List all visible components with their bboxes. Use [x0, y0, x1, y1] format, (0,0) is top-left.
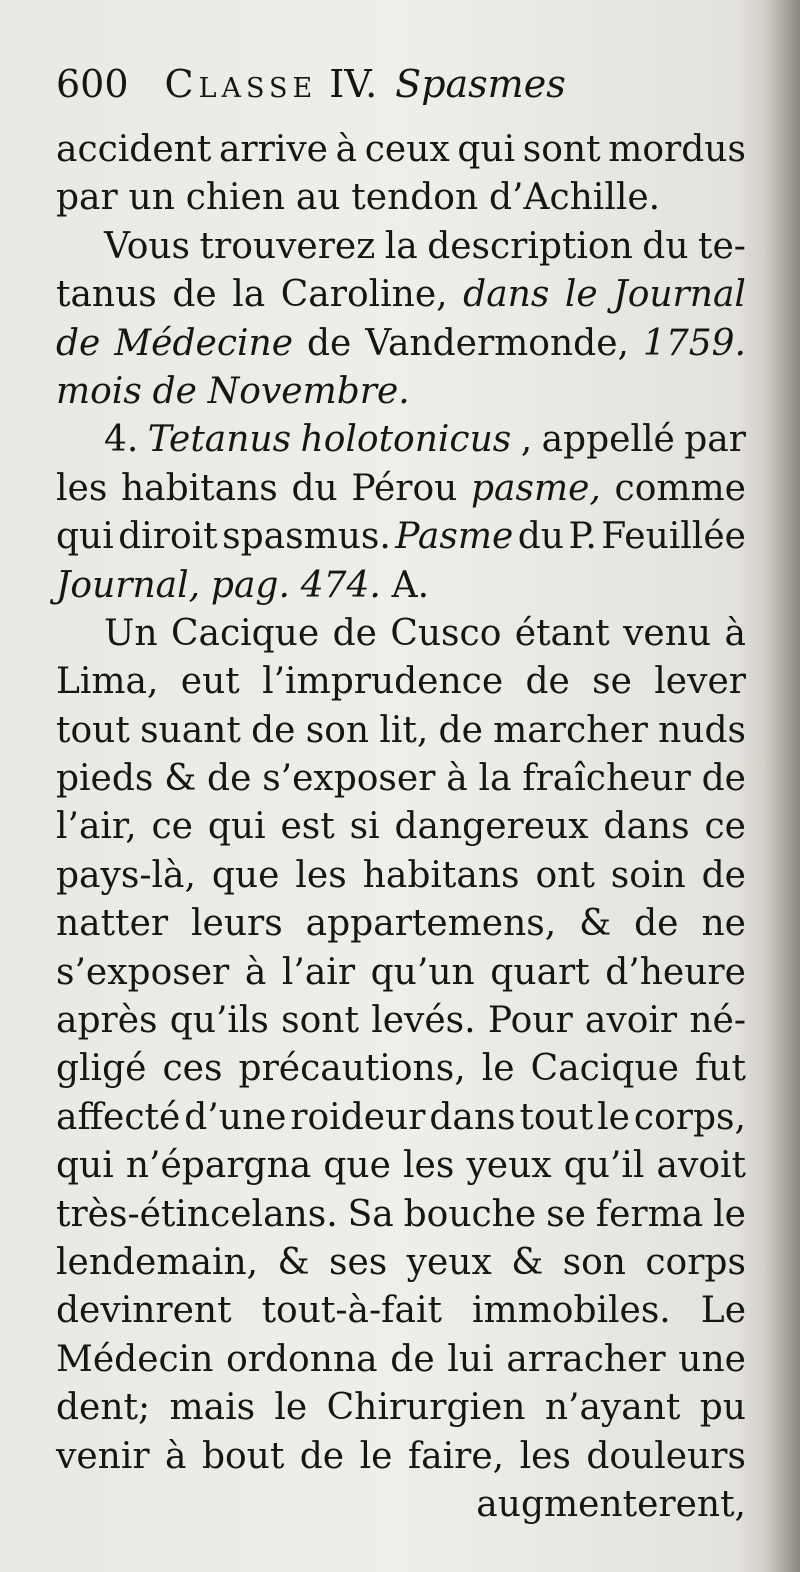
- word: de: [332, 612, 377, 654]
- word: mordus: [608, 129, 746, 170]
- word: de: [634, 903, 679, 945]
- word: se: [592, 661, 632, 703]
- word: par: [684, 419, 746, 461]
- word: n’épargna: [125, 1145, 312, 1187]
- word: pasme,: [471, 467, 601, 509]
- word: à: [244, 951, 267, 993]
- word: trouverez: [199, 225, 376, 267]
- text-line: [56, 223, 746, 271]
- word: l’air,: [56, 806, 137, 848]
- word: à: [446, 758, 468, 800]
- word: Sa: [347, 1193, 394, 1235]
- page-gutter-shadow: [764, 0, 800, 1572]
- word: de: [56, 322, 101, 364]
- word: d’heure: [605, 951, 746, 993]
- word: d’une: [184, 1096, 287, 1138]
- word: affecté: [56, 1096, 181, 1138]
- word: Journal: [613, 274, 746, 316]
- word: qui: [207, 806, 266, 848]
- header-title: Spasmes: [395, 62, 566, 106]
- text-line: [56, 1191, 746, 1239]
- word: qu’un: [370, 951, 475, 993]
- word: sont: [281, 1000, 359, 1042]
- text-line: [56, 1045, 746, 1093]
- word: le: [274, 1387, 308, 1429]
- word: 1759.: [642, 322, 746, 364]
- word: qui: [457, 129, 516, 170]
- running-header: [56, 54, 566, 114]
- word: de: [701, 758, 746, 800]
- word: habitans: [362, 854, 520, 896]
- word: holotonicus: [300, 419, 512, 461]
- word: Médecine: [114, 322, 293, 364]
- text-line: [56, 320, 746, 368]
- word: avoit: [656, 1145, 746, 1187]
- word: dans: [429, 1096, 516, 1138]
- word: du: [642, 225, 689, 267]
- text-line: [56, 997, 746, 1045]
- word: yeux: [406, 1241, 492, 1283]
- text-line: [56, 1433, 746, 1481]
- word: ce: [704, 806, 746, 848]
- word: Journal,: [56, 564, 201, 606]
- word: précautions,: [238, 1048, 466, 1090]
- text-line: [56, 610, 746, 658]
- word: Tetanus: [147, 419, 292, 461]
- word: levés.: [371, 1000, 476, 1042]
- word: l’imprudence: [262, 661, 504, 703]
- word: A.: [391, 564, 430, 606]
- word: de: [701, 854, 746, 896]
- word: &: [579, 903, 612, 945]
- word: te-: [698, 225, 746, 267]
- word: la: [384, 225, 418, 267]
- word: sont: [522, 129, 601, 170]
- word: Feuillée: [601, 516, 746, 558]
- word: le: [713, 1193, 746, 1235]
- word: le: [481, 1048, 515, 1090]
- text-line: [56, 1287, 746, 1335]
- word: d’Achille.: [488, 177, 661, 219]
- word: arracher: [506, 1338, 666, 1380]
- word: bouche: [403, 1193, 537, 1235]
- word: qui: [56, 1145, 114, 1187]
- word: tendon: [351, 177, 479, 219]
- word: mois: [56, 370, 142, 412]
- word: n’ayant: [544, 1387, 681, 1429]
- text-line: [56, 658, 746, 706]
- word: le: [359, 1435, 393, 1477]
- word: immobiles.: [471, 1290, 671, 1332]
- word: ses: [328, 1241, 388, 1283]
- word: de: [525, 661, 570, 703]
- word: Cacique: [530, 1048, 679, 1090]
- word: Novembre.: [207, 370, 410, 412]
- word: corps,: [633, 1096, 746, 1138]
- word: si: [349, 806, 380, 848]
- word: ce: [151, 806, 193, 848]
- text-line: [56, 368, 746, 416]
- word: du: [291, 467, 338, 509]
- word: &: [511, 1241, 544, 1283]
- word: dangereux: [394, 806, 589, 848]
- header-classe-number: IV.: [329, 62, 378, 106]
- word: les: [56, 467, 108, 509]
- word: dans: [463, 274, 550, 316]
- word: de: [306, 322, 352, 364]
- word: au: [295, 177, 341, 219]
- text-line: [56, 1481, 746, 1529]
- word: tout-à-fait: [261, 1290, 442, 1332]
- text-line: [56, 1336, 746, 1384]
- word: arrive: [218, 129, 328, 170]
- word: lendemain,: [56, 1241, 259, 1283]
- word: après: [56, 1000, 158, 1042]
- word: son: [562, 1241, 626, 1283]
- word: Cacique: [170, 612, 320, 654]
- word: la: [232, 274, 266, 316]
- body-text: [56, 126, 746, 1529]
- word: Vandermonde,: [365, 322, 629, 364]
- word: venir: [56, 1435, 150, 1477]
- word: Pérou: [351, 467, 458, 509]
- word: ,: [520, 419, 533, 461]
- word: lit,: [379, 709, 429, 751]
- word: de: [438, 709, 483, 751]
- word: 4.: [104, 419, 139, 461]
- word: Vous: [104, 225, 191, 267]
- word: à: [335, 129, 358, 170]
- word: qu’ils: [169, 1000, 269, 1042]
- word: que: [211, 854, 280, 896]
- word: bout: [201, 1435, 285, 1477]
- word: habitans: [120, 467, 278, 509]
- word: roideur: [290, 1096, 426, 1138]
- word: les: [403, 1145, 455, 1187]
- word: la: [478, 758, 512, 800]
- text-line: [56, 949, 746, 997]
- word: son: [305, 709, 370, 751]
- word: tout: [519, 1096, 594, 1138]
- word: lui: [447, 1338, 494, 1380]
- word: les: [519, 1435, 571, 1477]
- word: de: [152, 370, 197, 412]
- word: est: [280, 806, 335, 848]
- word: l’air: [281, 951, 356, 993]
- word: étant: [514, 612, 610, 654]
- word: gligé: [56, 1048, 147, 1090]
- text-line: [56, 416, 746, 464]
- word: description: [427, 225, 633, 267]
- text-line: [56, 1094, 746, 1142]
- word: Un: [104, 612, 158, 654]
- word: qu’il: [563, 1145, 645, 1187]
- word: les: [295, 854, 347, 896]
- word: ceux: [364, 129, 450, 170]
- word: suant: [140, 709, 241, 751]
- text-line: [56, 562, 746, 610]
- word: eut: [180, 661, 240, 703]
- word: &: [277, 1241, 310, 1283]
- word: fut: [694, 1048, 746, 1090]
- text-line: [56, 1142, 746, 1190]
- word: faire,: [407, 1435, 505, 1477]
- word: marcher: [493, 709, 648, 751]
- word: nuds: [658, 709, 746, 751]
- word: tanus: [56, 274, 157, 316]
- word: par: [56, 177, 118, 219]
- text-line: [56, 1384, 746, 1432]
- word: yeux: [466, 1145, 552, 1187]
- word: de: [299, 1435, 345, 1477]
- text-line: [56, 513, 746, 561]
- word: comme: [614, 467, 746, 509]
- word: s’exposer: [56, 951, 230, 993]
- word: pays-là,: [56, 854, 196, 896]
- text-line: [56, 271, 746, 319]
- text-line: [56, 465, 746, 513]
- text-line: [56, 852, 746, 900]
- word: fraîcheur: [522, 758, 691, 800]
- word: corps: [645, 1241, 746, 1283]
- word: très-étincelans.: [56, 1193, 338, 1235]
- word: de: [207, 758, 252, 800]
- word: leurs: [191, 903, 283, 945]
- word: Médecin: [56, 1338, 214, 1380]
- word: lever: [654, 661, 746, 703]
- word: venu: [623, 612, 712, 654]
- word: Pour: [487, 1000, 573, 1042]
- word: &: [164, 758, 197, 800]
- word: de: [172, 274, 217, 316]
- word: à: [724, 612, 746, 654]
- word: un: [128, 177, 175, 219]
- word: appellé: [541, 419, 675, 461]
- word: Chirurgien: [326, 1387, 526, 1429]
- word: natter: [56, 903, 169, 945]
- word: le: [564, 274, 598, 316]
- text-line: [56, 174, 746, 222]
- text-line: [56, 126, 746, 174]
- word: se: [546, 1193, 586, 1235]
- word: Pasme: [395, 516, 514, 558]
- word: 474.: [300, 564, 381, 606]
- word: de: [390, 1338, 435, 1380]
- word: de: [251, 709, 296, 751]
- word: né-: [689, 1000, 746, 1042]
- word: P.: [568, 516, 597, 558]
- word: douleurs: [586, 1435, 746, 1477]
- text-line: [56, 900, 746, 948]
- word: Cusco: [390, 612, 502, 654]
- word: s’exposer: [262, 758, 436, 800]
- word: accident: [56, 129, 212, 170]
- page-number: 600: [56, 62, 129, 106]
- word: ferma: [595, 1193, 704, 1235]
- word: tout: [56, 709, 130, 751]
- word: Lima,: [56, 661, 159, 703]
- word: ordonna: [226, 1338, 378, 1380]
- word: appartemens,: [305, 903, 557, 945]
- word: pag.: [210, 564, 290, 606]
- word: diroit: [118, 516, 218, 558]
- word: soin: [610, 854, 686, 896]
- word: dans: [603, 806, 690, 848]
- word: mais: [169, 1387, 256, 1429]
- word: chien: [185, 177, 286, 219]
- word: devinrent: [56, 1290, 232, 1332]
- word: spasmus.: [222, 516, 391, 558]
- word: avoir: [584, 1000, 678, 1042]
- word: dent;: [56, 1387, 151, 1429]
- word: du: [517, 516, 564, 558]
- text-line: [56, 803, 746, 851]
- word: que: [323, 1145, 391, 1187]
- header-classe: Classe: [164, 62, 318, 106]
- word: qui: [56, 516, 114, 558]
- word: quart: [490, 951, 590, 993]
- word: Caroline,: [280, 274, 448, 316]
- word: ces: [162, 1048, 223, 1090]
- word: ont: [535, 854, 595, 896]
- text-line: [56, 1239, 746, 1287]
- text-line: [56, 755, 746, 803]
- word: augmenterent,: [476, 1483, 746, 1525]
- word: pieds: [56, 758, 154, 800]
- word: ne: [701, 903, 746, 945]
- word: à: [165, 1435, 187, 1477]
- word: le: [597, 1096, 630, 1138]
- word: Le: [700, 1290, 746, 1332]
- text-line: [56, 707, 746, 755]
- word: une: [678, 1338, 746, 1380]
- word: pu: [699, 1387, 746, 1429]
